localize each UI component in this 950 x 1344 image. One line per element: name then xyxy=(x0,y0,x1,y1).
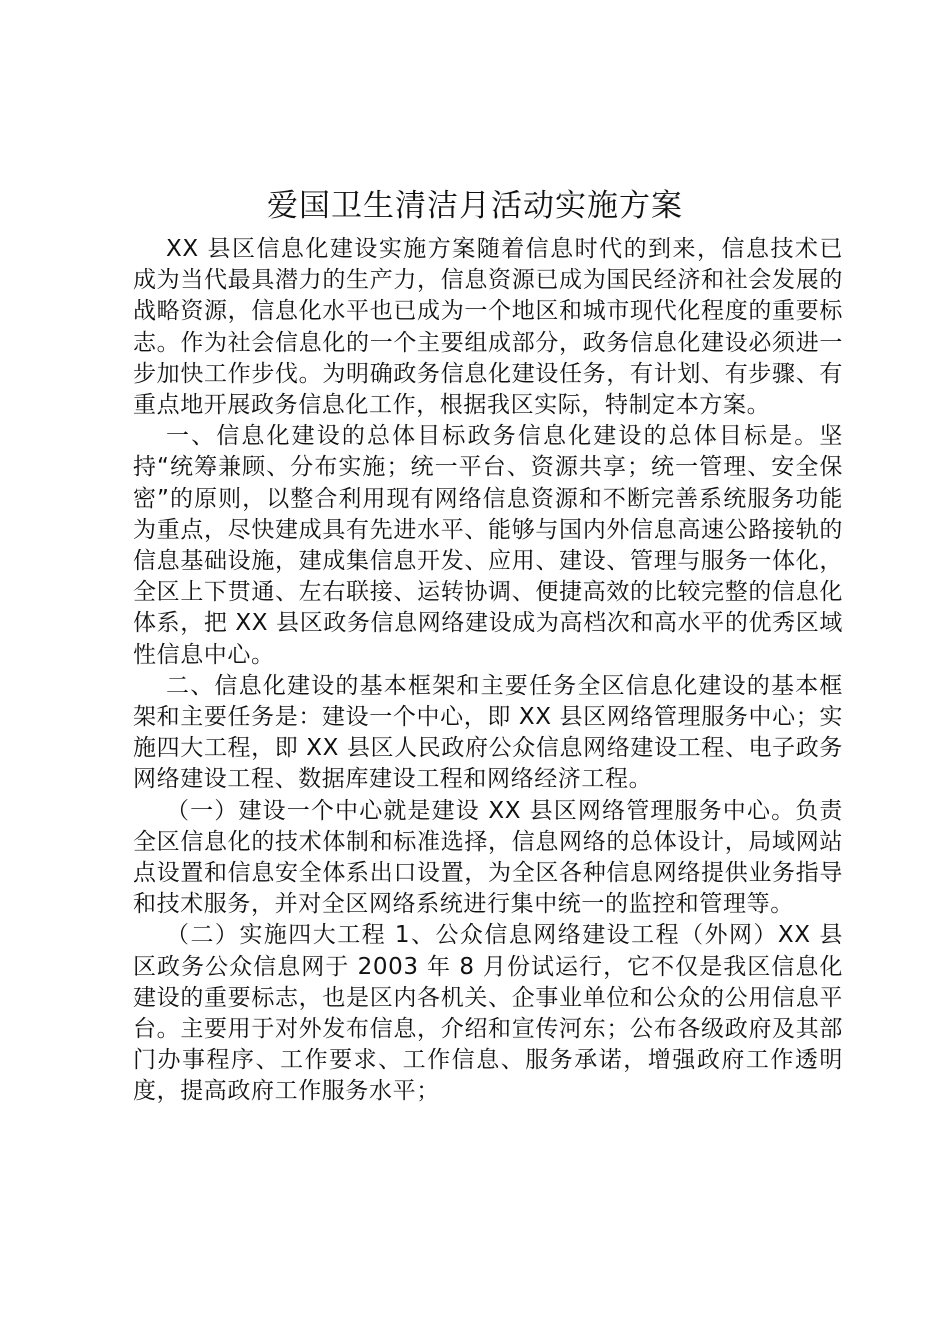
paragraph-framework-tasks: 二、信息化建设的基本框架和主要任务全区信息化建设的基本框架和主要任务是：建设一个中心，即 XX 县区网络管理服务中心；实施四大工程，即 XX 县区人民政府公众信息网络建设工程、电子政务网络建设工程、数据库建设工程和网络经济工程。 xyxy=(133,672,843,793)
paragraph-one-center: （一）建设一个中心就是建设 XX 县区网络管理服务中心。负责全区信息化的技术体制和标准选择，信息网络的总体设计，局域网站点设置和信息安全体系出口设置，为全区各种信息网络提供业务指导和技术服务，并对全区网络系统进行集中统一的监控和管理等。 xyxy=(133,797,843,918)
paragraph-four-projects: （二）实施四大工程 1、公众信息网络建设工程（外网）XX 县区政务公众信息网于 2003 年 8 月份试运行，它不仅是我区信息化建设的重要标志，也是区内各机关、企事业单位和公众的公用信息平台。主要用于对外发布信息，介绍和宣传河东；公布各级政府及其部门办事程序、工作要求、工作信息、服务承诺，增强政府工作透明度，提高政府工作服务水平； xyxy=(133,922,843,1105)
document-body xyxy=(133,234,843,1108)
paragraph-overall-goal: 一、信息化建设的总体目标政务信息化建设的总体目标是。坚持“统筹兼顾、分布实施；统一平台、资源共享；统一管理、安全保密”的原则，以整合利用现有网络信息资源和不断完善系统服务功能为重点，尽快建成具有先进水平、能够与国内外信息高速公路接轨的信息基础设施，建成集信息开发、应用、建设、管理与服务一体化，全区上下贯通、左右联接、运转协调、便捷高效的比较完整的信息化体系，把 XX 县区政务信息网络建设成为高档次和高水平的优秀区域性信息中心。 xyxy=(133,423,843,668)
document-title: 爱国卫生清洁月活动实施方案 xyxy=(267,188,683,224)
paragraph-intro: XX 县区信息化建设实施方案随着信息时代的到来，信息技术已成为当代最具潜力的生产力，信息资源已成为国民经济和社会发展的战略资源，信息化水平也已成为一个地区和城市现代化程度的重要标志。作为社会信息化的一个主要组成部分，政务信息化建设必须进一步加快工作步伐。为明确政务信息化建设任务，有计划、有步骤、有重点地开展政务信息化工作，根据我区实际，特制定本方案。 xyxy=(133,236,843,419)
